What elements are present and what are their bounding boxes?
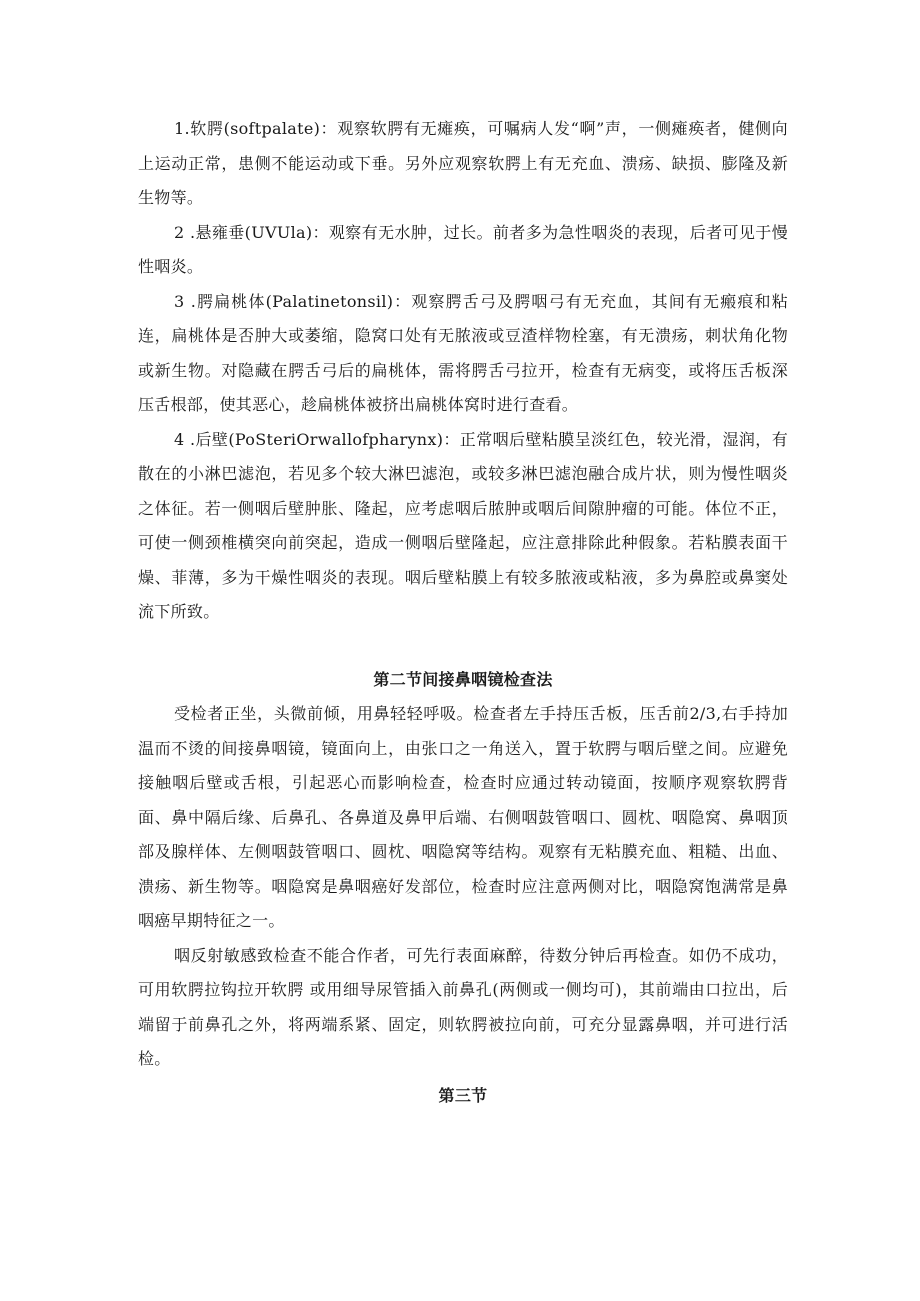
- paragraph-palatine-tonsil: 3 .腭扁桃体(Palatinetonsil)：观察腭舌弓及腭咽弓有无充血，其间有无瘢痕和粘连，扁桃体是否肿大或萎缩，隐窝口处有无脓液或豆渣样物栓塞，有无溃疡，刺状角化物或新生物。对隐藏在腭舌弓后的扁桃体，需将腭舌弓拉开，检查有无病变，或将压舌板深压舌根部，使其恶心，趁扁桃体被挤出扁桃体窝时进行查看。: [138, 291, 788, 414]
- paragraph-uvula: 2 .悬雍垂(UVUla)：观察有无水肿，过长。前者多为急性咽炎的表现，后者可见于慢性咽炎。: [138, 222, 788, 276]
- document-page: [138, 112, 788, 1113]
- section-heading-third: 第三节: [438, 1085, 488, 1105]
- paragraph-gag-reflex: 咽反射敏感致检查不能合作者，可先行表面麻醉，待数分钟后再检查。如仍不成功，可用软腭拉钩拉开软腭 或用细导尿管插入前鼻孔(两侧或一侧均可)，其前端由口拉出，后端留于前鼻孔之外，将两端系紧、固定，则软腭被拉向前，可充分显露鼻咽，并可进行活检。: [138, 945, 788, 1068]
- paragraph-exam-procedure: 受检者正坐，头微前倾，用鼻轻轻呼吸。检查者左手持压舌板，压舌前2/3,右手持加温而不烫的间接鼻咽镜，镜面向上，由张口之一角送入，置于软腭与咽后壁之间。应避免接触咽后壁或舌根，引起恶心而影响检查，检查时应通过转动镜面，按顺序观察软腭背面、鼻中隔后缘、后鼻孔、各鼻道及鼻甲后端、右侧咽鼓管咽口、圆枕、咽隐窝、鼻咽顶部及腺样体、左侧咽鼓管咽口、圆枕、咽隐窝等结构。观察有无粘膜充血、粗糙、出血、溃疡、新生物等。咽隐窝是鼻咽癌好发部位，检查时应注意两侧对比，咽隐窝饱满常是鼻咽癌早期特征之一。: [138, 704, 788, 930]
- paragraph-soft-palate: 1.软腭(softpalate)：观察软腭有无瘫痪，可嘱病人发“啊”声，一侧瘫痪者，健侧向上运动正常，患侧不能运动或下垂。另外应观察软腭上有无充血、溃疡、缺损、膨隆及新生物等。: [138, 119, 788, 207]
- paragraph-posterior-wall: 4 .后壁(PoSteriOrwallofpharynx)：正常咽后壁粘膜呈淡红色，较光滑，湿润，有散在的小淋巴滤泡，若见多个较大淋巴滤泡，或较多淋巴滤泡融合成片状，则为慢性咽炎之体征。若一侧咽后壁肿胀、隆起，应考虑咽后脓肿或咽后间隙肿瘤的可能。体位不正，可使一侧颈椎横突向前突起，造成一侧咽后壁隆起，应注意排除此种假象。若粘膜表面干燥、菲薄，多为干燥性咽炎的表现。咽后壁粘膜上有较多脓液或粘液，多为鼻腔或鼻窦处流下所致。: [138, 429, 788, 621]
- section-heading-indirect-nasopharyngoscopy: 第二节间接鼻咽镜检查法: [373, 669, 553, 689]
